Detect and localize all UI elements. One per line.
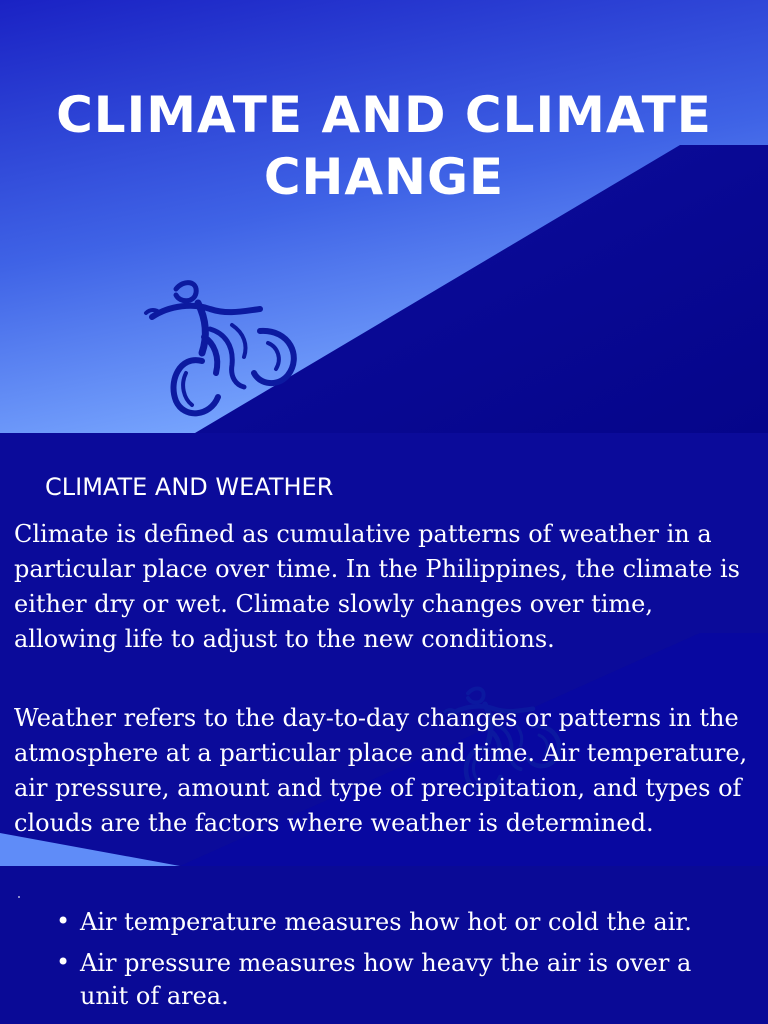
title-slide (0, 0, 768, 433)
slide-background (0, 0, 768, 433)
list-item (56, 947, 746, 1013)
slide-title: CLIMATE AND CLIMATE CHANGE (56, 86, 712, 206)
bullet-icon: • (56, 907, 71, 935)
climate-weather-slide (0, 433, 768, 866)
bullet-list (56, 906, 746, 1021)
factors-slide (0, 866, 768, 1024)
speck-decoration (18, 896, 20, 898)
list-item (56, 906, 746, 939)
bullet-icon: • (56, 948, 71, 976)
weather-paragraph: Weather refers to the day-to-day changes or patterns in the atmosphere at a particular place and time. Air temperature, air pressure, amount and type of precipitation, and types of clouds are the factors where weather is determined. (14, 704, 748, 837)
climate-paragraph: Climate is defined as cumulative patterns of weather in a particular place over time. In the Philippines, the climate is either dry or wet. Climate slowly changes over time, allowing life to adjust to the new conditions. (14, 520, 740, 653)
cyclist-icon (138, 273, 302, 423)
bullet-text: Air temperature measures how hot or cold the air. (80, 908, 692, 936)
section-heading: CLIMATE AND WEATHER (45, 473, 334, 501)
bullet-text: Air pressure measures how heavy the air is over a unit of area. (80, 949, 692, 1010)
